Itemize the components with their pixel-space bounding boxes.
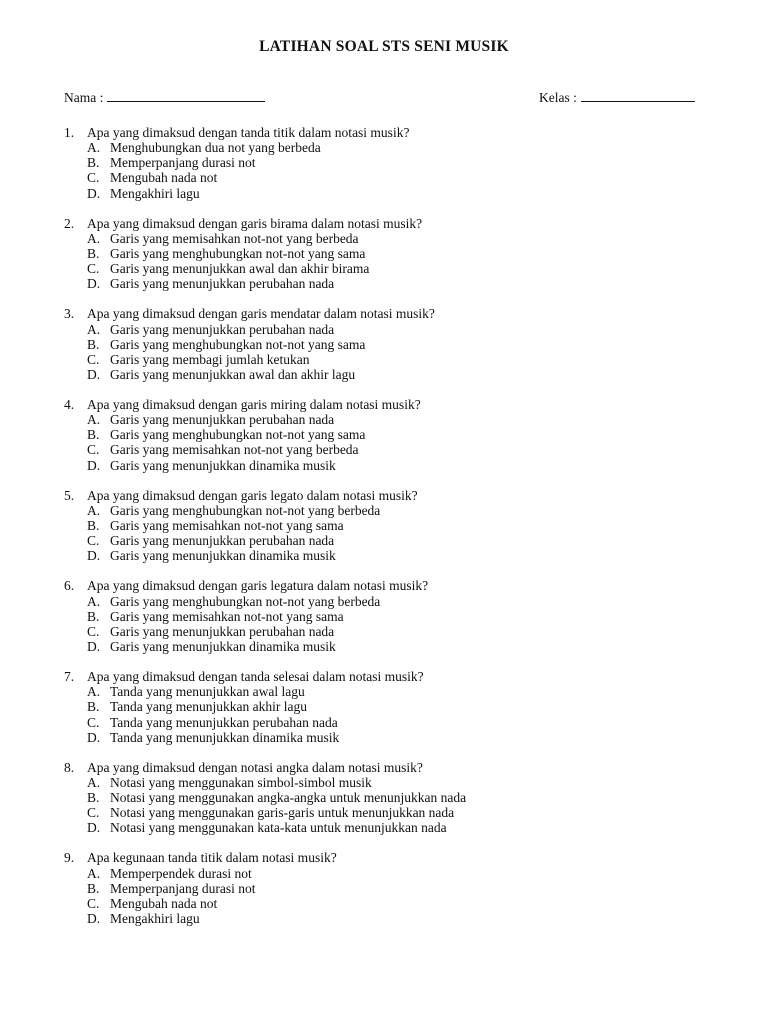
option-letter: B.: [87, 518, 100, 533]
question-line: [64, 216, 724, 231]
question-number: 7.: [64, 669, 75, 685]
option-letter: D.: [87, 185, 101, 201]
option-text: Garis yang memisahkan not-not yang sama: [110, 608, 344, 624]
option-list: [87, 231, 724, 292]
question-item: [64, 306, 724, 382]
answer-option: [87, 866, 724, 881]
option-letter: A.: [87, 140, 101, 156]
answer-option: [87, 412, 724, 427]
question-text: Apa yang dimaksud dengan tanda titik dalam notasi musik?: [87, 125, 410, 140]
question-line: [64, 760, 724, 775]
option-letter: B.: [87, 427, 100, 443]
answer-option: [87, 337, 724, 352]
option-text: Menghubungkan dua not yang berbeda: [110, 140, 321, 156]
option-list: [87, 684, 724, 745]
option-text: Garis yang memisahkan not-not yang sama: [110, 518, 344, 533]
option-letter: C.: [87, 714, 100, 730]
answer-option: [87, 730, 724, 745]
option-list: [87, 775, 724, 836]
question-item: [64, 669, 724, 745]
question-item: [64, 760, 724, 836]
question-text: Apa yang dimaksud dengan garis legato dalam notasi musik?: [87, 487, 418, 503]
question-line: [64, 125, 724, 140]
option-letter: C.: [87, 351, 100, 367]
answer-option: [87, 246, 724, 261]
option-text: Mengubah nada not: [110, 170, 218, 186]
option-letter: A.: [87, 684, 101, 700]
answer-option: [87, 186, 724, 201]
question-text: Apa yang dimaksud dengan garis mendatar dalam notasi musik?: [87, 306, 435, 322]
option-text: Garis yang membagi jumlah ketukan: [110, 351, 310, 367]
answer-option: [87, 261, 724, 276]
answer-option: [87, 896, 724, 911]
answer-option: [87, 458, 724, 473]
option-text: Garis yang menunjukkan dinamika musik: [110, 548, 336, 564]
option-letter: B.: [87, 245, 100, 261]
answer-option: [87, 442, 724, 457]
answer-option: [87, 911, 724, 926]
option-text: Garis yang memisahkan not-not yang berbeda: [110, 442, 359, 458]
option-letter: D.: [87, 548, 101, 564]
answer-option: [87, 140, 724, 155]
name-field: [64, 89, 265, 106]
question-number: 4.: [64, 397, 75, 413]
option-text: Notasi yang menggunakan garis-garis untuk menunjukkan nada: [110, 805, 455, 821]
option-list: [87, 322, 724, 383]
option-list: [87, 866, 724, 927]
option-text: Mengakhiri lagu: [110, 185, 200, 201]
question-line: [64, 488, 724, 503]
option-letter: A.: [87, 230, 101, 246]
question-line: [64, 850, 724, 865]
option-text: Garis yang memisahkan not-not yang berbeda: [110, 230, 359, 246]
question-number: 9.: [64, 850, 75, 866]
answer-option: [87, 533, 724, 548]
answer-option: [87, 699, 724, 714]
question-line: [64, 669, 724, 684]
question-text: Apa yang dimaksud dengan garis birama dalam notasi musik?: [87, 215, 423, 231]
option-letter: A.: [87, 865, 101, 881]
question-item: [64, 397, 724, 473]
question-number: 5.: [64, 487, 75, 503]
name-blank-line: [107, 89, 265, 102]
option-letter: B.: [87, 336, 100, 352]
class-label: Kelas :: [539, 90, 577, 105]
option-text: Garis yang menunjukkan perubahan nada: [110, 412, 335, 428]
option-list: [87, 594, 724, 655]
option-letter: A.: [87, 502, 101, 518]
option-text: Garis yang menunjukkan dinamika musik: [110, 457, 336, 473]
option-text: Notasi yang menggunakan simbol-simbol musik: [110, 774, 372, 790]
question-item: [64, 216, 724, 292]
question-text: Apa yang dimaksud dengan garis legatura dalam notasi musik?: [87, 578, 429, 594]
option-letter: B.: [87, 880, 100, 896]
option-letter: B.: [87, 699, 100, 715]
question-text: Apa yang dimaksud dengan notasi angka dalam notasi musik?: [87, 759, 423, 775]
option-letter: D.: [87, 729, 101, 745]
option-text: Garis yang menunjukkan awal dan akhir birama: [110, 261, 370, 277]
option-letter: C.: [87, 623, 100, 639]
question-text: Apa yang dimaksud dengan tanda selesai dalam notasi musik?: [87, 669, 424, 685]
option-letter: C.: [87, 805, 100, 821]
option-letter: B.: [87, 155, 100, 171]
question-item: [64, 850, 724, 926]
question-item: [64, 488, 724, 564]
option-letter: B.: [87, 608, 100, 624]
option-text: Garis yang menunjukkan perubahan nada: [110, 533, 335, 549]
question-text: Apa yang dimaksud dengan garis miring dalam notasi musik?: [87, 397, 421, 413]
question-number: 8.: [64, 759, 75, 775]
question-list: [64, 125, 724, 941]
answer-option: [87, 548, 724, 563]
answer-option: [87, 594, 724, 609]
question-number: 2.: [64, 215, 75, 231]
option-text: Garis yang menghubungkan not-not yang sama: [110, 245, 366, 261]
option-text: Memperpendek durasi not: [110, 865, 252, 881]
option-text: Garis yang menunjukkan perubahan nada: [110, 623, 335, 639]
option-letter: C.: [87, 170, 100, 186]
class-field: [539, 89, 695, 106]
option-text: Garis yang menunjukkan perubahan nada: [110, 276, 335, 292]
question-line: [64, 397, 724, 412]
answer-option: [87, 427, 724, 442]
option-letter: C.: [87, 533, 100, 549]
option-letter: D.: [87, 638, 101, 654]
answer-option: [87, 775, 724, 790]
answer-option: [87, 276, 724, 291]
option-letter: A.: [87, 774, 101, 790]
name-label: Nama :: [64, 90, 104, 105]
class-blank-line: [581, 89, 695, 102]
option-text: Memperpanjang durasi not: [110, 155, 256, 171]
answer-option: [87, 805, 724, 820]
option-text: Garis yang menghubungkan not-not yang sama: [110, 427, 366, 443]
option-text: Garis yang menunjukkan awal dan akhir lagu: [110, 366, 356, 382]
option-text: Notasi yang menggunakan angka-angka untuk menunjukkan nada: [110, 790, 467, 806]
answer-option: [87, 503, 724, 518]
option-text: Memperpanjang durasi not: [110, 880, 256, 896]
answer-option: [87, 170, 724, 185]
option-text: Garis yang menghubungkan not-not yang berbeda: [110, 502, 381, 518]
answer-option: [87, 322, 724, 337]
option-text: Notasi yang menggunakan kata-kata untuk menunjukkan nada: [110, 820, 447, 836]
answer-option: [87, 155, 724, 170]
option-letter: C.: [87, 442, 100, 458]
answer-option: [87, 231, 724, 246]
option-letter: A.: [87, 412, 101, 428]
option-letter: C.: [87, 261, 100, 277]
option-text: Garis yang menghubungkan not-not yang sama: [110, 336, 366, 352]
answer-option: [87, 624, 724, 639]
question-line: [64, 578, 724, 593]
answer-option: [87, 715, 724, 730]
answer-option: [87, 352, 724, 367]
option-text: Tanda yang menunjukkan dinamika musik: [110, 729, 340, 745]
option-letter: D.: [87, 911, 101, 926]
answer-option: [87, 518, 724, 533]
option-text: Mengubah nada not: [110, 895, 218, 911]
answer-option: [87, 820, 724, 835]
answer-option: [87, 639, 724, 654]
option-list: [87, 140, 724, 201]
question-item: [64, 578, 724, 654]
option-letter: D.: [87, 457, 101, 473]
option-letter: D.: [87, 366, 101, 382]
question-number: 3.: [64, 306, 75, 322]
option-text: Tanda yang menunjukkan perubahan nada: [110, 714, 338, 730]
answer-option: [87, 881, 724, 896]
option-text: Garis yang menunjukkan perubahan nada: [110, 321, 335, 337]
question-text: Apa kegunaan tanda titik dalam notasi musik?: [87, 850, 337, 866]
option-letter: A.: [87, 321, 101, 337]
option-text: Tanda yang menunjukkan awal lagu: [110, 684, 305, 700]
answer-option: [87, 684, 724, 699]
option-list: [87, 503, 724, 564]
document-title: LATIHAN SOAL STS SENI MUSIK: [259, 38, 509, 55]
option-letter: B.: [87, 790, 100, 806]
option-letter: D.: [87, 820, 101, 836]
question-number: 6.: [64, 578, 75, 594]
option-text: Garis yang menunjukkan dinamika musik: [110, 638, 336, 654]
option-letter: C.: [87, 895, 100, 911]
question-line: [64, 306, 724, 321]
option-letter: D.: [87, 276, 101, 292]
option-list: [87, 412, 724, 473]
option-text: Mengakhiri lagu: [110, 911, 200, 926]
question-item: [64, 125, 724, 201]
question-number: 1.: [64, 125, 75, 140]
answer-option: [87, 609, 724, 624]
option-letter: A.: [87, 593, 101, 609]
answer-option: [87, 367, 724, 382]
answer-option: [87, 790, 724, 805]
option-text: Garis yang menghubungkan not-not yang berbeda: [110, 593, 381, 609]
option-text: Tanda yang menunjukkan akhir lagu: [110, 699, 307, 715]
